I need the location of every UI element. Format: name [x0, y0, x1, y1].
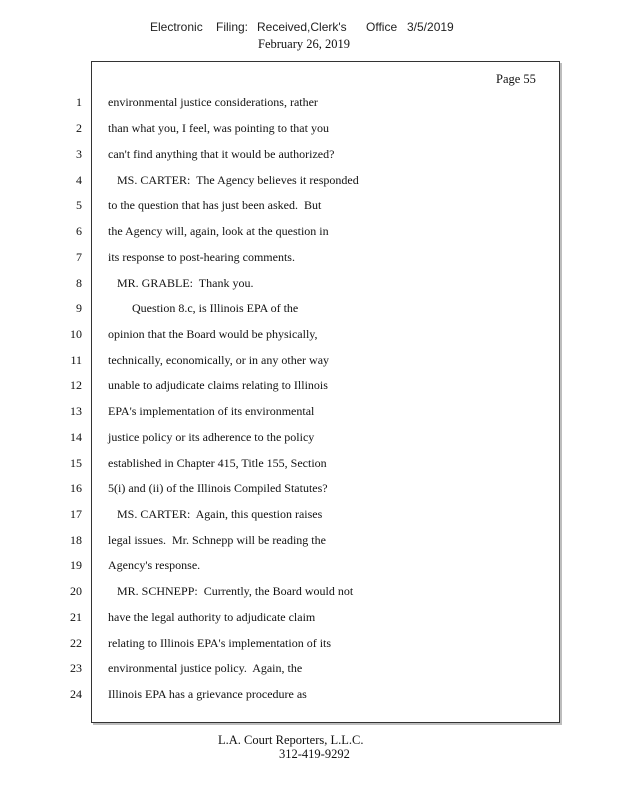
line-number: 22	[70, 636, 82, 650]
line-text: 5(i) and (ii) of the Illinois Compiled Statutes?	[108, 481, 328, 495]
transcript-line	[0, 146, 618, 162]
line-number: 15	[70, 456, 82, 470]
line-text: Illinois EPA has a grievance procedure as	[108, 687, 307, 701]
line-text: environmental justice policy. Again, the	[108, 661, 303, 675]
line-number: 18	[70, 533, 82, 547]
transcript-line	[0, 660, 618, 676]
line-number: 4	[76, 173, 82, 187]
transcript-line	[0, 557, 618, 573]
transcript-line	[0, 172, 618, 188]
transcript-date: February 26, 2019	[258, 37, 350, 51]
line-number: 23	[70, 661, 82, 675]
line-number: 1	[76, 95, 82, 109]
line-text: can't find anything that it would be authorized?	[108, 147, 335, 161]
line-number: 10	[70, 327, 82, 341]
line-text: to the question that has just been asked. But	[108, 198, 322, 212]
line-text: established in Chapter 415, Title 155, Section	[108, 456, 327, 470]
line-number: 2	[76, 121, 82, 135]
transcript-line	[0, 120, 618, 136]
line-number: 13	[70, 404, 82, 418]
line-number: 7	[76, 250, 82, 264]
electronic-filing-stamp	[0, 20, 618, 36]
line-number: 6	[76, 224, 82, 238]
line-number: 3	[76, 147, 82, 161]
line-text: unable to adjudicate claims relating to Illinois	[108, 378, 328, 392]
transcript-line	[0, 506, 618, 522]
line-number: 20	[70, 584, 82, 598]
stamp-electronic: Electronic	[150, 20, 203, 34]
line-text: justice policy or its adherence to the policy	[108, 430, 315, 444]
transcript-line	[0, 635, 618, 651]
line-number: 19	[70, 558, 82, 572]
stamp-received: Received,Clerk's	[257, 20, 347, 34]
line-text: MS. CARTER: Again, this question raises	[108, 507, 323, 521]
line-number: 24	[70, 687, 82, 701]
line-text: Agency's response.	[108, 558, 201, 572]
stamp-date: 3/5/2019	[407, 20, 454, 34]
court-reporter-phone: 312-419-9292	[279, 747, 350, 761]
line-number: 16	[70, 481, 82, 495]
transcript-line	[0, 609, 618, 625]
line-text: MR. SCHNEPP: Currently, the Board would not	[108, 584, 354, 598]
transcript-line	[0, 429, 618, 445]
line-text: technically, economically, or in any other way	[108, 353, 330, 367]
line-text: have the legal authority to adjudicate claim	[108, 610, 316, 624]
page-number: Page 55	[496, 72, 536, 86]
line-text: legal issues. Mr. Schnepp will be reading the	[108, 533, 326, 547]
transcript-line	[0, 352, 618, 368]
transcript-line	[0, 223, 618, 239]
transcript-line	[0, 686, 618, 702]
line-number: 14	[70, 430, 82, 444]
line-text: than what you, I feel, was pointing to that you	[108, 121, 329, 135]
transcript-line	[0, 403, 618, 419]
transcript-line	[0, 326, 618, 342]
transcript-line	[0, 455, 618, 471]
line-text: opinion that the Board would be physically,	[108, 327, 318, 341]
line-text: its response to post-hearing comments.	[108, 250, 295, 264]
line-text: EPA's implementation of its environmental	[108, 404, 315, 418]
transcript-line	[0, 94, 618, 110]
transcript-line	[0, 480, 618, 496]
line-text: environmental justice considerations, rather	[108, 95, 318, 109]
line-number: 12	[70, 378, 82, 392]
line-number: 9	[76, 301, 82, 315]
line-number: 21	[70, 610, 82, 624]
line-text: MS. CARTER: The Agency believes it responded	[108, 173, 359, 187]
line-number: 17	[70, 507, 82, 521]
transcript-line	[0, 249, 618, 265]
stamp-filing: Filing:	[216, 20, 249, 34]
line-text: the Agency will, again, look at the question in	[108, 224, 329, 238]
stamp-office: Office	[366, 20, 398, 34]
transcript-line	[0, 532, 618, 548]
transcript-line	[0, 197, 618, 213]
line-number: 5	[76, 198, 82, 212]
transcript-line	[0, 300, 618, 316]
line-text: Question 8.c, is Illinois EPA of the	[108, 301, 299, 315]
transcript-line	[0, 583, 618, 599]
transcript-line	[0, 275, 618, 291]
line-number: 8	[76, 276, 82, 290]
line-text: MR. GRABLE: Thank you.	[108, 276, 254, 290]
line-number: 11	[70, 353, 82, 367]
court-reporter-name: L.A. Court Reporters, L.L.C.	[218, 733, 364, 747]
transcript-line	[0, 377, 618, 393]
line-text: relating to Illinois EPA's implementation of its	[108, 636, 332, 650]
